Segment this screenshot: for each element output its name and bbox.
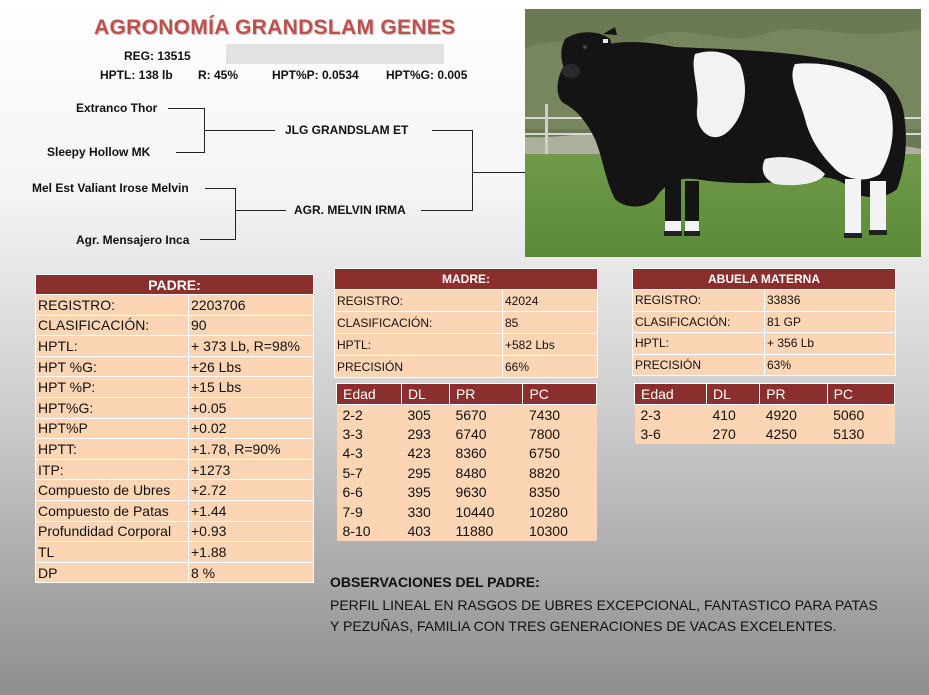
table-row: Compuesto de Patas +1.44 [36,500,314,521]
table-row: Compuesto de Ubres +2.72 [36,480,314,501]
table-row: CLASIFICACIÓN: 81 GP [633,311,896,333]
pedigree-dam-sire: Mel Est Valiant Irose Melvin [32,181,189,195]
page-title: AGRONOMÍA GRANDSLAM GENES [94,16,456,39]
registration-number: REG: 13515 [124,49,191,63]
table-row: 7-9 330 10440 10280 [337,502,597,522]
table-row: PRECISIÓN 66% [335,356,598,378]
granddam-lactation-table: Edad DL PR PC 2-3 410 4920 5060 3-6 270 4250 5130 [634,383,895,444]
pedigree-dam: AGR. MELVIN IRMA [294,203,406,217]
hpt-protein-stat: HPT%P: 0.0534 [272,68,359,82]
table-row: PRECISIÓN 63% [633,354,896,376]
table-row: Profundidad Corporal +0.93 [36,521,314,542]
sire-table-title: PADRE: [36,275,314,295]
table-row: REGISTRO: 42024 [335,290,598,312]
table-row: 6-6 395 9630 8350 [337,483,597,503]
table-row: 2-3 410 4920 5060 [635,405,895,425]
table-row: 8-10 403 11880 10300 [337,522,597,542]
bull-image [525,9,921,257]
table-row: HPTL: + 373 Lb, R=98% [36,336,314,357]
table-row: TL +1.88 [36,542,314,563]
table-row: 3-3 293 6740 7800 [337,424,597,444]
pedigree-sire-sire: Extranco Thor [76,101,158,115]
table-row: REGISTRO: 33836 [633,290,896,312]
table-row: ITP: +1273 [36,459,314,480]
pedigree-dam-dam: Agr. Mensajero Inca [76,233,190,247]
dam-lactation-table: Edad DL PR PC 2-2 305 5670 7430 3-3 293 6740 7800 4-3 423 8360 6750 5-7 295 8480 8820 6-6 395 9630 8350 7-9 330 10440 10280 8-10 403 11880 10300 [336,383,597,541]
table-row: HPTL: +582 Lbs [335,334,598,356]
pedigree-sire-dam: Sleepy Hollow MK [47,145,151,159]
bull-photo [525,9,921,257]
table-row: DP 8 % [36,562,314,583]
granddam-table [632,268,896,376]
table-row: HPT %G: +26 Lbs [36,356,314,377]
table-row: 2-2 305 5670 7430 [337,405,597,425]
table-row: HPT%P +0.02 [36,418,314,439]
table-row: 3-6 270 4250 5130 [635,424,895,444]
hptl-stat: HPTL: 138 lb [100,68,173,82]
table-row: REGISTRO: 2203706 [36,295,314,316]
dam-table-title: MADRE: [335,269,598,290]
table-row: HPT%G: +0.05 [36,397,314,418]
sire-table [35,274,314,583]
table-row: CLASIFICACIÓN: 85 [335,312,598,334]
observations-title: OBSERVACIONES DEL PADRE: [330,574,540,590]
table-row: HPTL: + 356 Lb [633,333,896,355]
table-row: 4-3 423 8360 6750 [337,444,597,464]
dam-table [334,268,598,378]
table-row: CLASIFICACIÓN: 90 [36,315,314,336]
granddam-table-title: ABUELA MATERNA [633,269,896,290]
pedigree-sire: JLG GRANDSLAM ET [285,123,409,137]
table-row: 5-7 295 8480 8820 [337,463,597,483]
table-row: HPTT: +1.78, R=90% [36,439,314,460]
reliability-stat: R: 45% [198,68,239,82]
table-row: HPT %P: +15 Lbs [36,377,314,398]
hpt-fat-stat: HPT%G: 0.005 [386,68,468,82]
observations-text: PERFIL LINEAL EN RASGOS DE UBRES EXCEPCIONAL, FANTASTICO PARA PATAS Y PEZUÑAS, FAMILIA CON TRES GENERACIONES DE VACAS EXCELENTES. [330,597,878,634]
redacted-bar [226,44,444,64]
